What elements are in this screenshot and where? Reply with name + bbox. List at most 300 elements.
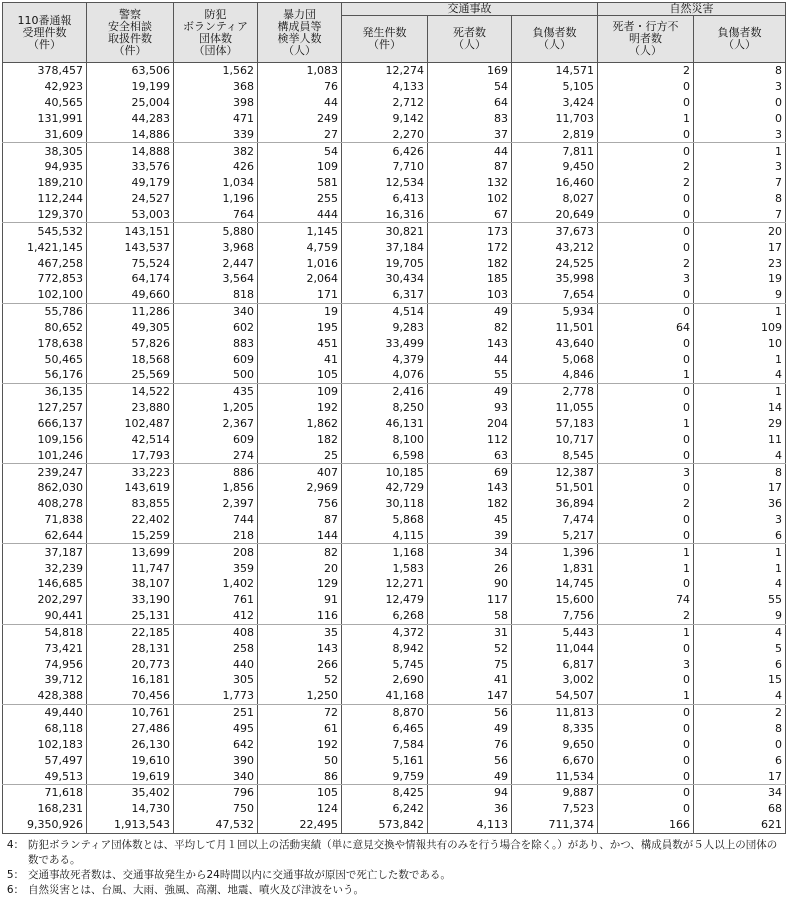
cell-gang-arrests: 105	[258, 367, 342, 383]
cell-disaster-injured: 4	[694, 624, 786, 640]
cell-gang-arrests: 105	[258, 784, 342, 800]
cell-traffic-deaths: 26	[428, 560, 512, 576]
cell-volunteer-groups: 305	[174, 672, 258, 688]
cell-110-calls: 68,118	[3, 721, 87, 737]
header-traffic-cases: 発生件数 （件）	[342, 16, 428, 63]
cell-traffic-cases: 30,118	[342, 496, 428, 512]
table-row	[3, 704, 786, 720]
cell-volunteer-groups: 440	[174, 656, 258, 672]
table-row	[3, 175, 786, 191]
table-row	[3, 143, 786, 159]
cell-traffic-deaths: 143	[428, 335, 512, 351]
cell-gang-arrests: 1,250	[258, 688, 342, 704]
cell-traffic-injured: 10,717	[512, 431, 598, 447]
cell-traffic-cases: 5,161	[342, 752, 428, 768]
table-row	[3, 656, 786, 672]
cell-traffic-deaths: 49	[428, 768, 512, 784]
cell-traffic-deaths: 49	[428, 303, 512, 319]
cell-traffic-injured: 37,673	[512, 223, 598, 239]
footnote-text: 防犯ボランティア団体数とは、平均して月１回以上の活動実績（単に意見交換や情報共有のみを行う場合を除く。）があり、かつ、構成員数が５人以上の団体の数である。	[28, 838, 778, 866]
cell-110-calls: 57,497	[3, 752, 87, 768]
cell-traffic-deaths: 67	[428, 207, 512, 223]
cell-110-calls: 54,818	[3, 624, 87, 640]
cell-disaster-deaths: 1	[598, 688, 694, 704]
table-row	[3, 527, 786, 543]
cell-gang-arrests: 124	[258, 801, 342, 817]
cell-safety-consultations: 143,151	[87, 223, 174, 239]
cell-gang-arrests: 451	[258, 335, 342, 351]
cell-disaster-deaths: 0	[598, 801, 694, 817]
cell-gang-arrests: 2,969	[258, 480, 342, 496]
cell-gang-arrests: 19	[258, 303, 342, 319]
cell-traffic-cases: 12,274	[342, 63, 428, 79]
cell-gang-arrests: 86	[258, 768, 342, 784]
cell-disaster-injured: 5	[694, 640, 786, 656]
cell-disaster-injured: 109	[694, 320, 786, 336]
cell-traffic-deaths: 69	[428, 464, 512, 480]
table-row	[3, 287, 786, 303]
cell-disaster-deaths: 0	[598, 223, 694, 239]
cell-gang-arrests: 144	[258, 527, 342, 543]
cell-gang-arrests: 192	[258, 400, 342, 416]
cell-traffic-injured: 7,474	[512, 512, 598, 528]
cell-traffic-injured: 5,105	[512, 79, 598, 95]
cell-disaster-injured: 8	[694, 464, 786, 480]
cell-volunteer-groups: 274	[174, 447, 258, 463]
cell-disaster-injured: 7	[694, 175, 786, 191]
cell-traffic-deaths: 76	[428, 736, 512, 752]
cell-gang-arrests: 35	[258, 624, 342, 640]
cell-gang-arrests: 25	[258, 447, 342, 463]
cell-volunteer-groups: 208	[174, 544, 258, 560]
footnote	[2, 838, 785, 868]
cell-disaster-injured: 20	[694, 223, 786, 239]
header-safety-consultations: 警察 安全相談 取扱件数 （件）	[87, 3, 174, 63]
cell-volunteer-groups: 3,968	[174, 239, 258, 255]
cell-110-calls: 55,786	[3, 303, 87, 319]
cell-traffic-cases: 33,499	[342, 335, 428, 351]
cell-disaster-injured: 0	[694, 111, 786, 127]
cell-traffic-injured: 43,640	[512, 335, 598, 351]
cell-volunteer-groups: 426	[174, 159, 258, 175]
cell-traffic-cases: 4,379	[342, 351, 428, 367]
table-row	[3, 63, 786, 79]
cell-disaster-deaths: 2	[598, 608, 694, 624]
cell-disaster-deaths: 0	[598, 79, 694, 95]
cell-gang-arrests: 54	[258, 143, 342, 159]
cell-disaster-deaths: 0	[598, 447, 694, 463]
cell-traffic-deaths: 36	[428, 801, 512, 817]
cell-110-calls: 56,176	[3, 367, 87, 383]
cell-gang-arrests: 1,145	[258, 223, 342, 239]
table-row	[3, 400, 786, 416]
cell-disaster-injured: 34	[694, 784, 786, 800]
cell-safety-consultations: 53,003	[87, 207, 174, 223]
cell-safety-consultations: 38,107	[87, 576, 174, 592]
table-row	[3, 111, 786, 127]
cell-traffic-injured: 5,217	[512, 527, 598, 543]
cell-gang-arrests: 182	[258, 431, 342, 447]
cell-traffic-deaths: 64	[428, 95, 512, 111]
cell-gang-arrests: 1,862	[258, 416, 342, 432]
cell-disaster-injured: 11	[694, 431, 786, 447]
cell-safety-consultations: 20,773	[87, 656, 174, 672]
table-row	[3, 335, 786, 351]
cell-disaster-deaths: 0	[598, 768, 694, 784]
cell-110-calls: 202,297	[3, 592, 87, 608]
cell-traffic-injured: 6,817	[512, 656, 598, 672]
cell-disaster-injured: 0	[694, 95, 786, 111]
cell-traffic-deaths: 94	[428, 784, 512, 800]
cell-disaster-deaths: 0	[598, 736, 694, 752]
cell-traffic-deaths: 49	[428, 383, 512, 399]
cell-traffic-cases: 573,842	[342, 817, 428, 833]
cell-disaster-deaths: 2	[598, 255, 694, 271]
table-row	[3, 79, 786, 95]
cell-110-calls: 146,685	[3, 576, 87, 592]
cell-traffic-cases: 6,317	[342, 287, 428, 303]
cell-traffic-injured: 9,887	[512, 784, 598, 800]
header-traffic-deaths: 死者数 （人）	[428, 16, 512, 63]
cell-disaster-deaths: 0	[598, 400, 694, 416]
cell-traffic-deaths: 143	[428, 480, 512, 496]
cell-traffic-deaths: 56	[428, 752, 512, 768]
header-disaster-deaths: 死者・行方不 明者数 （人）	[598, 16, 694, 63]
cell-traffic-injured: 1,831	[512, 560, 598, 576]
cell-safety-consultations: 22,185	[87, 624, 174, 640]
cell-110-calls: 131,991	[3, 111, 87, 127]
table-row	[3, 560, 786, 576]
cell-110-calls: 862,030	[3, 480, 87, 496]
cell-traffic-cases: 1,168	[342, 544, 428, 560]
cell-traffic-deaths: 83	[428, 111, 512, 127]
cell-traffic-deaths: 90	[428, 576, 512, 592]
table-row	[3, 207, 786, 223]
cell-disaster-deaths: 1	[598, 560, 694, 576]
cell-volunteer-groups: 340	[174, 768, 258, 784]
cell-traffic-injured: 15,600	[512, 592, 598, 608]
cell-110-calls: 71,838	[3, 512, 87, 528]
cell-traffic-injured: 1,396	[512, 544, 598, 560]
cell-traffic-cases: 30,434	[342, 271, 428, 287]
cell-safety-consultations: 13,699	[87, 544, 174, 560]
cell-traffic-injured: 54,507	[512, 688, 598, 704]
cell-volunteer-groups: 339	[174, 126, 258, 142]
cell-volunteer-groups: 1,034	[174, 175, 258, 191]
cell-gang-arrests: 581	[258, 175, 342, 191]
header-natural-disasters: 自然災害	[598, 3, 786, 16]
cell-safety-consultations: 19,199	[87, 79, 174, 95]
cell-traffic-cases: 10,185	[342, 464, 428, 480]
cell-disaster-injured: 4	[694, 576, 786, 592]
cell-traffic-injured: 8,335	[512, 721, 598, 737]
cell-traffic-injured: 8,545	[512, 447, 598, 463]
cell-110-calls: 73,421	[3, 640, 87, 656]
cell-disaster-injured: 6	[694, 752, 786, 768]
cell-disaster-deaths: 0	[598, 640, 694, 656]
cell-traffic-deaths: 41	[428, 672, 512, 688]
cell-disaster-injured: 1	[694, 383, 786, 399]
cell-disaster-injured: 8	[694, 721, 786, 737]
table-row	[3, 752, 786, 768]
table-row	[3, 239, 786, 255]
table-row	[3, 303, 786, 319]
cell-safety-consultations: 16,181	[87, 672, 174, 688]
cell-volunteer-groups: 382	[174, 143, 258, 159]
cell-traffic-cases: 9,759	[342, 768, 428, 784]
cell-safety-consultations: 44,283	[87, 111, 174, 127]
cell-volunteer-groups: 609	[174, 431, 258, 447]
cell-safety-consultations: 75,524	[87, 255, 174, 271]
cell-110-calls: 408,278	[3, 496, 87, 512]
cell-110-calls: 1,421,145	[3, 239, 87, 255]
cell-traffic-deaths: 173	[428, 223, 512, 239]
cell-traffic-cases: 5,745	[342, 656, 428, 672]
table-row	[3, 544, 786, 560]
table-row	[3, 351, 786, 367]
cell-traffic-deaths: 45	[428, 512, 512, 528]
cell-volunteer-groups: 251	[174, 704, 258, 720]
cell-traffic-cases: 8,250	[342, 400, 428, 416]
cell-gang-arrests: 22,495	[258, 817, 342, 833]
cell-traffic-deaths: 204	[428, 416, 512, 432]
footnotes	[2, 838, 785, 898]
cell-traffic-cases: 8,100	[342, 431, 428, 447]
cell-safety-consultations: 57,826	[87, 335, 174, 351]
footnote-number: 5：	[6, 868, 24, 881]
cell-disaster-deaths: 64	[598, 320, 694, 336]
cell-traffic-injured: 5,934	[512, 303, 598, 319]
cell-disaster-deaths: 0	[598, 704, 694, 720]
cell-disaster-deaths: 0	[598, 143, 694, 159]
cell-disaster-injured: 17	[694, 768, 786, 784]
cell-traffic-cases: 6,268	[342, 608, 428, 624]
cell-gang-arrests: 44	[258, 95, 342, 111]
cell-110-calls: 71,618	[3, 784, 87, 800]
table-row	[3, 320, 786, 336]
cell-traffic-cases: 8,425	[342, 784, 428, 800]
cell-volunteer-groups: 1,196	[174, 191, 258, 207]
cell-traffic-injured: 11,501	[512, 320, 598, 336]
table-row	[3, 768, 786, 784]
cell-safety-consultations: 33,576	[87, 159, 174, 175]
cell-110-calls: 42,923	[3, 79, 87, 95]
cell-disaster-deaths: 0	[598, 126, 694, 142]
table-row	[3, 480, 786, 496]
cell-traffic-cases: 19,705	[342, 255, 428, 271]
cell-disaster-injured: 8	[694, 191, 786, 207]
cell-disaster-injured: 15	[694, 672, 786, 688]
cell-safety-consultations: 143,537	[87, 239, 174, 255]
cell-gang-arrests: 52	[258, 672, 342, 688]
cell-safety-consultations: 19,610	[87, 752, 174, 768]
cell-gang-arrests: 129	[258, 576, 342, 592]
cell-volunteer-groups: 368	[174, 79, 258, 95]
cell-traffic-deaths: 37	[428, 126, 512, 142]
table-row	[3, 624, 786, 640]
cell-traffic-deaths: 55	[428, 367, 512, 383]
cell-volunteer-groups: 471	[174, 111, 258, 127]
cell-traffic-deaths: 169	[428, 63, 512, 79]
cell-110-calls: 50,465	[3, 351, 87, 367]
cell-safety-consultations: 25,569	[87, 367, 174, 383]
cell-110-calls: 545,532	[3, 223, 87, 239]
cell-traffic-injured: 3,424	[512, 95, 598, 111]
cell-110-calls: 666,137	[3, 416, 87, 432]
cell-disaster-deaths: 166	[598, 817, 694, 833]
cell-traffic-cases: 6,598	[342, 447, 428, 463]
cell-110-calls: 36,135	[3, 383, 87, 399]
cell-traffic-injured: 3,002	[512, 672, 598, 688]
table-row	[3, 95, 786, 111]
cell-disaster-deaths: 3	[598, 656, 694, 672]
cell-traffic-injured: 43,212	[512, 239, 598, 255]
cell-volunteer-groups: 359	[174, 560, 258, 576]
cell-safety-consultations: 25,004	[87, 95, 174, 111]
cell-disaster-deaths: 0	[598, 207, 694, 223]
cell-traffic-cases: 6,413	[342, 191, 428, 207]
cell-safety-consultations: 14,886	[87, 126, 174, 142]
cell-gang-arrests: 2,064	[258, 271, 342, 287]
cell-traffic-cases: 12,271	[342, 576, 428, 592]
cell-traffic-deaths: 103	[428, 287, 512, 303]
cell-traffic-deaths: 182	[428, 255, 512, 271]
cell-traffic-injured: 9,650	[512, 736, 598, 752]
cell-traffic-deaths: 87	[428, 159, 512, 175]
cell-safety-consultations: 83,855	[87, 496, 174, 512]
header-traffic-injured: 負傷者数 （人）	[512, 16, 598, 63]
cell-110-calls: 39,712	[3, 672, 87, 688]
cell-safety-consultations: 49,179	[87, 175, 174, 191]
cell-disaster-injured: 4	[694, 367, 786, 383]
cell-disaster-injured: 17	[694, 239, 786, 255]
cell-safety-consultations: 25,131	[87, 608, 174, 624]
cell-traffic-injured: 14,745	[512, 576, 598, 592]
cell-traffic-deaths: 52	[428, 640, 512, 656]
cell-gang-arrests: 116	[258, 608, 342, 624]
cell-traffic-cases: 4,115	[342, 527, 428, 543]
cell-gang-arrests: 756	[258, 496, 342, 512]
cell-safety-consultations: 24,527	[87, 191, 174, 207]
cell-safety-consultations: 35,402	[87, 784, 174, 800]
cell-disaster-injured: 7	[694, 207, 786, 223]
cell-gang-arrests: 20	[258, 560, 342, 576]
cell-disaster-deaths: 0	[598, 383, 694, 399]
cell-110-calls: 32,239	[3, 560, 87, 576]
cell-volunteer-groups: 340	[174, 303, 258, 319]
table-row	[3, 576, 786, 592]
cell-disaster-injured: 1	[694, 560, 786, 576]
cell-volunteer-groups: 412	[174, 608, 258, 624]
cell-traffic-deaths: 147	[428, 688, 512, 704]
cell-disaster-injured: 3	[694, 159, 786, 175]
cell-traffic-cases: 30,821	[342, 223, 428, 239]
cell-safety-consultations: 27,486	[87, 721, 174, 737]
cell-safety-consultations: 63,506	[87, 63, 174, 79]
cell-volunteer-groups: 2,367	[174, 416, 258, 432]
cell-disaster-deaths: 0	[598, 239, 694, 255]
cell-disaster-deaths: 0	[598, 431, 694, 447]
cell-110-calls: 239,247	[3, 464, 87, 480]
table-body	[3, 63, 786, 834]
cell-safety-consultations: 22,402	[87, 512, 174, 528]
cell-traffic-deaths: 54	[428, 79, 512, 95]
cell-gang-arrests: 41	[258, 351, 342, 367]
cell-disaster-deaths: 1	[598, 544, 694, 560]
footnote-number: 6：	[6, 883, 24, 896]
cell-traffic-deaths: 49	[428, 721, 512, 737]
cell-traffic-deaths: 58	[428, 608, 512, 624]
cell-traffic-cases: 46,131	[342, 416, 428, 432]
cell-traffic-cases: 8,870	[342, 704, 428, 720]
cell-volunteer-groups: 1,856	[174, 480, 258, 496]
cell-traffic-cases: 7,710	[342, 159, 428, 175]
cell-volunteer-groups: 5,880	[174, 223, 258, 239]
table-row	[3, 191, 786, 207]
cell-traffic-deaths: 132	[428, 175, 512, 191]
cell-traffic-cases: 1,583	[342, 560, 428, 576]
cell-safety-consultations: 18,568	[87, 351, 174, 367]
table-row	[3, 640, 786, 656]
cell-traffic-injured: 24,525	[512, 255, 598, 271]
cell-volunteer-groups: 218	[174, 527, 258, 543]
cell-traffic-cases: 7,584	[342, 736, 428, 752]
cell-disaster-deaths: 2	[598, 175, 694, 191]
cell-gang-arrests: 407	[258, 464, 342, 480]
cell-disaster-injured: 68	[694, 801, 786, 817]
cell-traffic-injured: 5,443	[512, 624, 598, 640]
cell-110-calls: 49,440	[3, 704, 87, 720]
cell-traffic-cases: 6,426	[342, 143, 428, 159]
cell-traffic-cases: 6,242	[342, 801, 428, 817]
cell-gang-arrests: 82	[258, 544, 342, 560]
cell-disaster-injured: 2	[694, 704, 786, 720]
cell-traffic-injured: 2,819	[512, 126, 598, 142]
cell-traffic-deaths: 185	[428, 271, 512, 287]
cell-traffic-injured: 4,846	[512, 367, 598, 383]
footnote-number: 4：	[6, 838, 24, 851]
cell-disaster-injured: 621	[694, 817, 786, 833]
cell-safety-consultations: 19,619	[87, 768, 174, 784]
cell-disaster-deaths: 0	[598, 335, 694, 351]
cell-gang-arrests: 171	[258, 287, 342, 303]
cell-safety-consultations: 23,880	[87, 400, 174, 416]
cell-disaster-injured: 17	[694, 480, 786, 496]
cell-traffic-injured: 7,811	[512, 143, 598, 159]
cell-volunteer-groups: 47,532	[174, 817, 258, 833]
cell-traffic-injured: 7,654	[512, 287, 598, 303]
cell-volunteer-groups: 1,562	[174, 63, 258, 79]
cell-volunteer-groups: 764	[174, 207, 258, 223]
cell-gang-arrests: 61	[258, 721, 342, 737]
cell-safety-consultations: 64,174	[87, 271, 174, 287]
cell-safety-consultations: 102,487	[87, 416, 174, 432]
cell-traffic-injured: 8,027	[512, 191, 598, 207]
cell-safety-consultations: 1,913,543	[87, 817, 174, 833]
cell-safety-consultations: 26,130	[87, 736, 174, 752]
cell-traffic-cases: 12,534	[342, 175, 428, 191]
cell-safety-consultations: 33,223	[87, 464, 174, 480]
cell-safety-consultations: 70,456	[87, 688, 174, 704]
cell-disaster-injured: 0	[694, 736, 786, 752]
cell-disaster-injured: 1	[694, 351, 786, 367]
cell-gang-arrests: 192	[258, 736, 342, 752]
cell-traffic-injured: 2,778	[512, 383, 598, 399]
cell-disaster-deaths: 2	[598, 159, 694, 175]
cell-disaster-deaths: 0	[598, 512, 694, 528]
cell-traffic-deaths: 93	[428, 400, 512, 416]
cell-safety-consultations: 28,131	[87, 640, 174, 656]
